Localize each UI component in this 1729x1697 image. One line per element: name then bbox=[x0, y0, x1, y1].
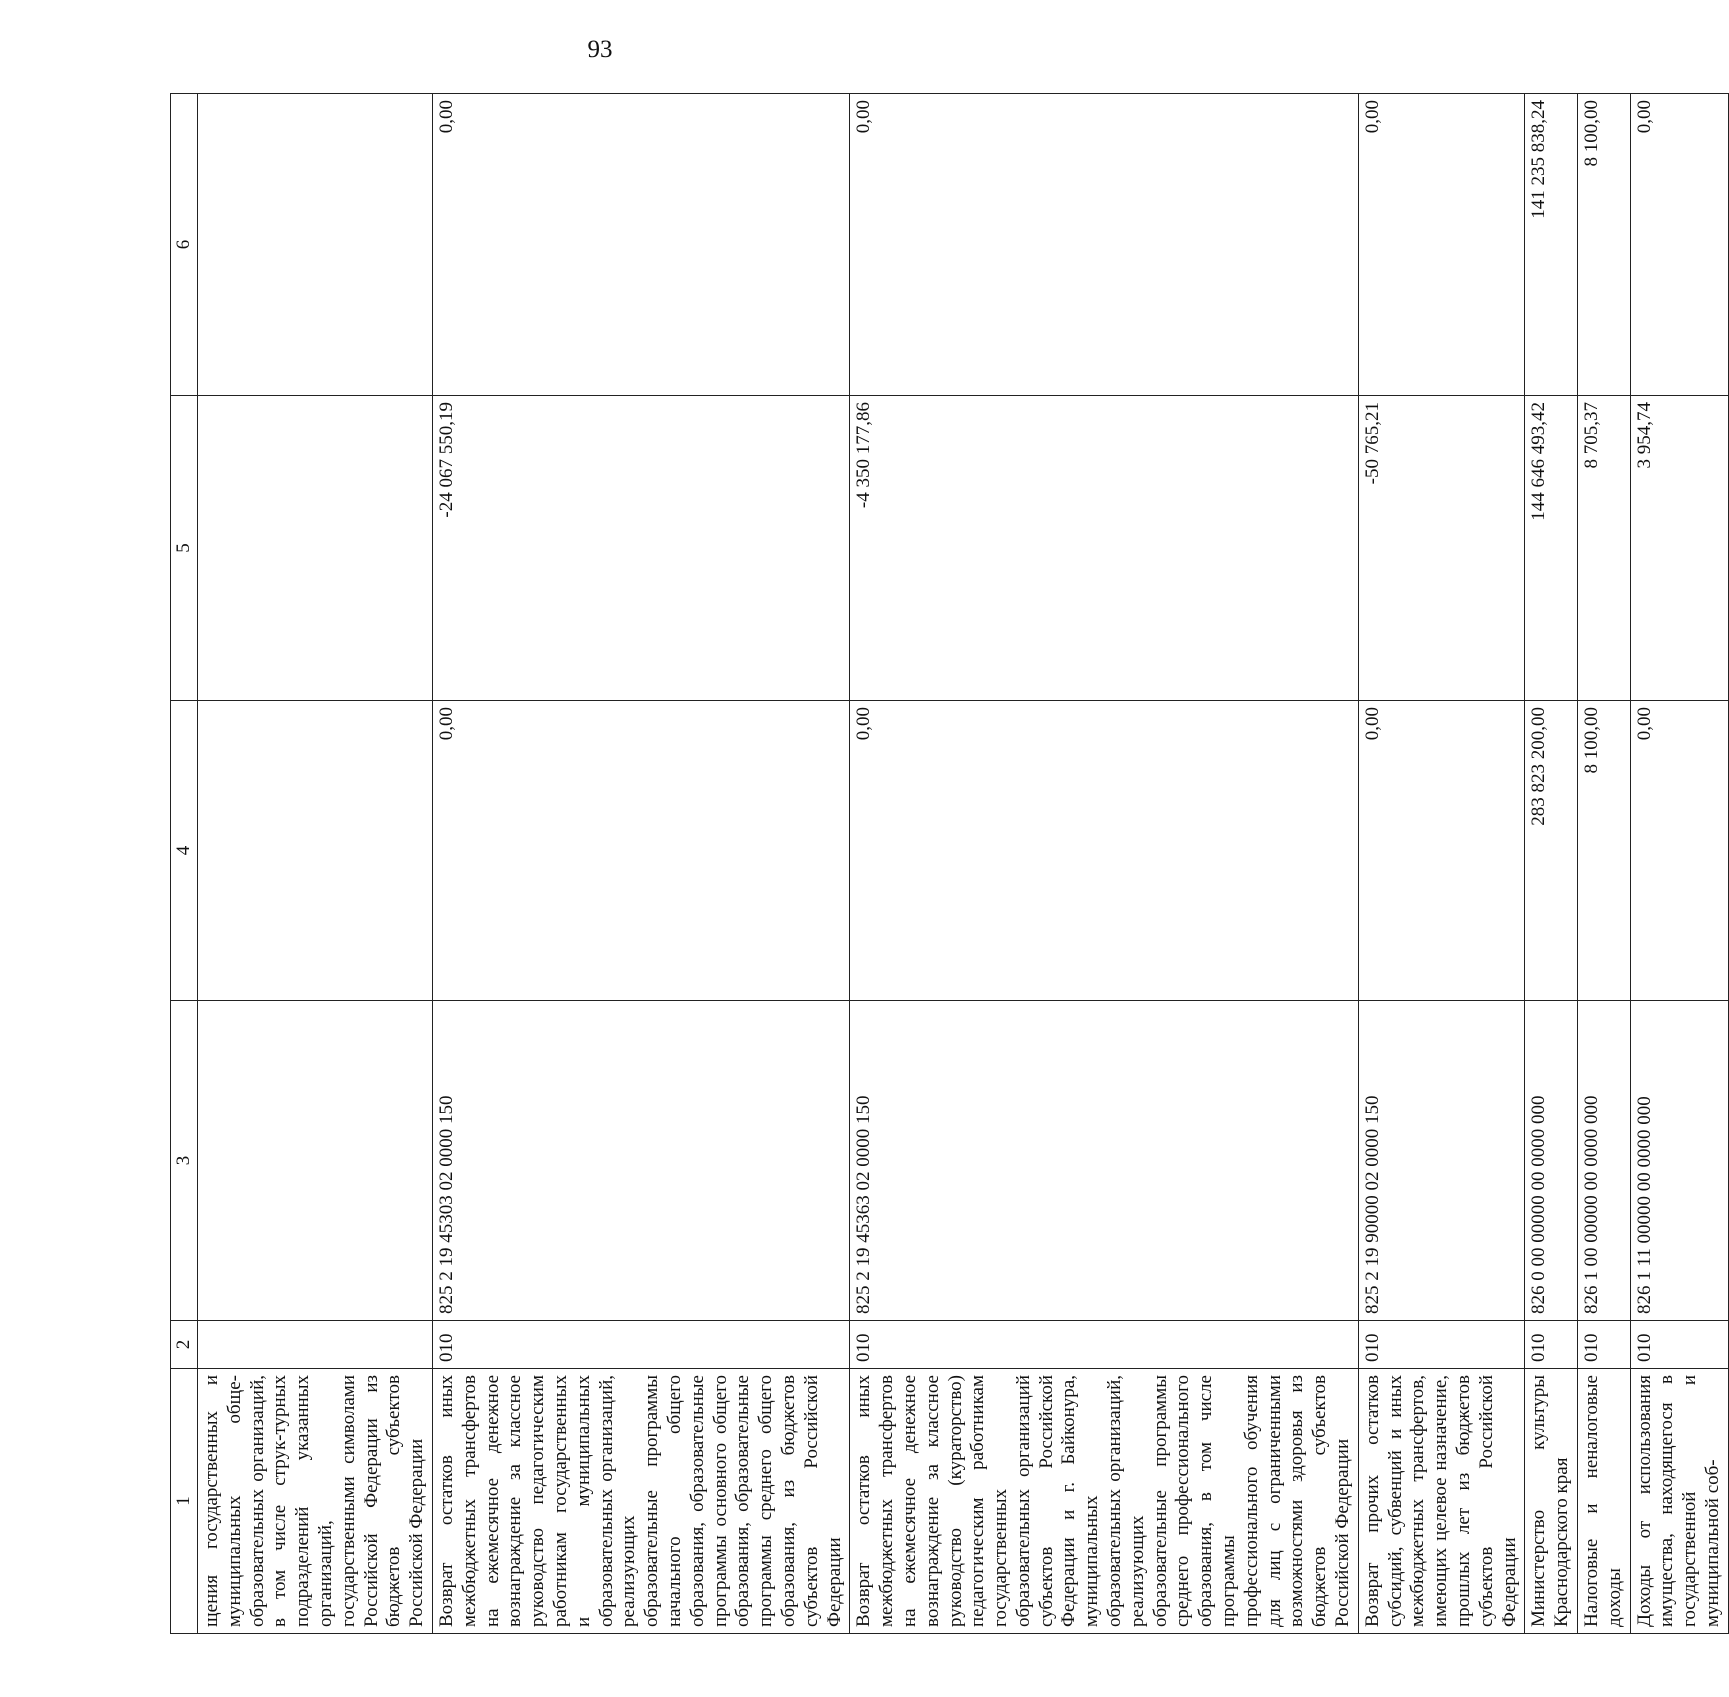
row-col5-value: 144 646 493,42 bbox=[1525, 396, 1578, 701]
row-name: Налоговые и неналоговые доходы bbox=[1578, 1369, 1631, 1634]
row-col6-value bbox=[198, 94, 433, 396]
header-col-2: 2 bbox=[171, 1321, 198, 1369]
rotated-table-container bbox=[170, 94, 1723, 1634]
table-row bbox=[432, 94, 849, 1634]
row-col6-value: 8 100,00 bbox=[1578, 94, 1631, 396]
row-line-code: 010 bbox=[850, 1321, 1359, 1369]
header-col-1: 1 bbox=[171, 1369, 198, 1634]
row-budget-code: 825 2 19 45363 02 0000 150 bbox=[850, 1001, 1359, 1321]
row-name: Возврат прочих остатков субсидий, субвенций и иных межбюджетных трансфертов, имеющих целевое назначение, прошлых лет из бюджетов субъектов Российской Федерации bbox=[1358, 1369, 1525, 1634]
row-col6-value: 141 235 838,24 bbox=[1525, 94, 1578, 396]
row-line-code: 010 bbox=[1630, 1321, 1728, 1369]
row-col5-value: 3 954,74 bbox=[1630, 396, 1728, 701]
table-row bbox=[1578, 94, 1631, 1634]
page-number: 93 bbox=[587, 36, 613, 63]
row-budget-code: 826 1 11 00000 00 0000 000 bbox=[1630, 1001, 1728, 1321]
row-col6-value: 0,00 bbox=[850, 94, 1359, 396]
row-col5-value: -50 765,21 bbox=[1358, 396, 1525, 701]
row-line-code: 010 bbox=[432, 1321, 849, 1369]
row-col4-value: 283 823 200,00 bbox=[1525, 701, 1578, 1001]
row-budget-code: 825 2 19 45303 02 0000 150 bbox=[432, 1001, 849, 1321]
row-name: Доходы от использования имущества, находящегося в государственной и муниципальной соб- bbox=[1630, 1369, 1728, 1634]
row-name: щения государственных и муниципальных обще-образовательных организаций, в том числе струк-турных подразделений указанных организаций, государственными символами Российской Федерации из бюджетов субъектов Российской Федерации bbox=[198, 1369, 433, 1634]
table-row bbox=[1358, 94, 1525, 1634]
header-col-4: 4 bbox=[171, 701, 198, 1001]
header-col-6: 6 bbox=[171, 94, 198, 396]
row-name: Министерство культуры Краснодарского края bbox=[1525, 1369, 1578, 1634]
row-line-code bbox=[198, 1321, 433, 1369]
row-line-code: 010 bbox=[1525, 1321, 1578, 1369]
table-row bbox=[850, 94, 1359, 1634]
row-col6-value: 0,00 bbox=[1630, 94, 1728, 396]
row-col6-value: 0,00 bbox=[1358, 94, 1525, 396]
row-col5-value: 8 705,37 bbox=[1578, 396, 1631, 701]
row-budget-code: 825 2 19 90000 02 0000 150 bbox=[1358, 1001, 1525, 1321]
row-col5-value bbox=[198, 396, 433, 701]
header-row bbox=[171, 94, 198, 1634]
row-line-code: 010 bbox=[1578, 1321, 1631, 1369]
table-row bbox=[1525, 94, 1578, 1634]
revenue-table bbox=[170, 93, 1729, 1634]
row-line-code: 010 bbox=[1358, 1321, 1525, 1369]
table-row bbox=[1630, 94, 1728, 1634]
row-budget-code: 826 0 00 00000 00 0000 000 bbox=[1525, 1001, 1578, 1321]
table-row bbox=[198, 94, 433, 1634]
row-col4-value: 0,00 bbox=[432, 701, 849, 1001]
row-col4-value: 8 100,00 bbox=[1578, 701, 1631, 1001]
row-col4-value bbox=[198, 701, 433, 1001]
row-budget-code bbox=[198, 1001, 433, 1321]
row-budget-code: 826 1 00 00000 00 0000 000 bbox=[1578, 1001, 1631, 1321]
row-col6-value: 0,00 bbox=[432, 94, 849, 396]
row-col5-value: -24 067 550,19 bbox=[432, 396, 849, 701]
row-col4-value: 0,00 bbox=[1630, 701, 1728, 1001]
row-col4-value: 0,00 bbox=[1358, 701, 1525, 1001]
header-col-5: 5 bbox=[171, 396, 198, 701]
header-col-3: 3 bbox=[171, 1001, 198, 1321]
row-name: Возврат остатков иных межбюджетных трансфертов на ежемесячное денежное вознаграждение за классное руководство педагогическим работникам государственных и муниципальных образовательных организаций, реализующих образовательные программы начального общего образования, образовательные программы основного общего образования, образовательные программы среднего общего образования, из бюджетов субъектов Российской Федерации bbox=[432, 1369, 849, 1634]
row-col4-value: 0,00 bbox=[850, 701, 1359, 1001]
row-name: Возврат остатков иных межбюджетных трансфертов на ежемесячное денежное вознаграждение за классное руководство (кураторство) педагогическим работникам государственных образовательных организаций субъектов Российской Федерации и г. Байконура, муниципальных образовательных организаций, реализующих образовательные программы среднего профессионального образования, в том числе программы профессионального обучения для лиц с ограниченными возможностями здоровья из бюджетов субъектов Российской Федерации bbox=[850, 1369, 1359, 1634]
row-col5-value: -4 350 177,86 bbox=[850, 396, 1359, 701]
